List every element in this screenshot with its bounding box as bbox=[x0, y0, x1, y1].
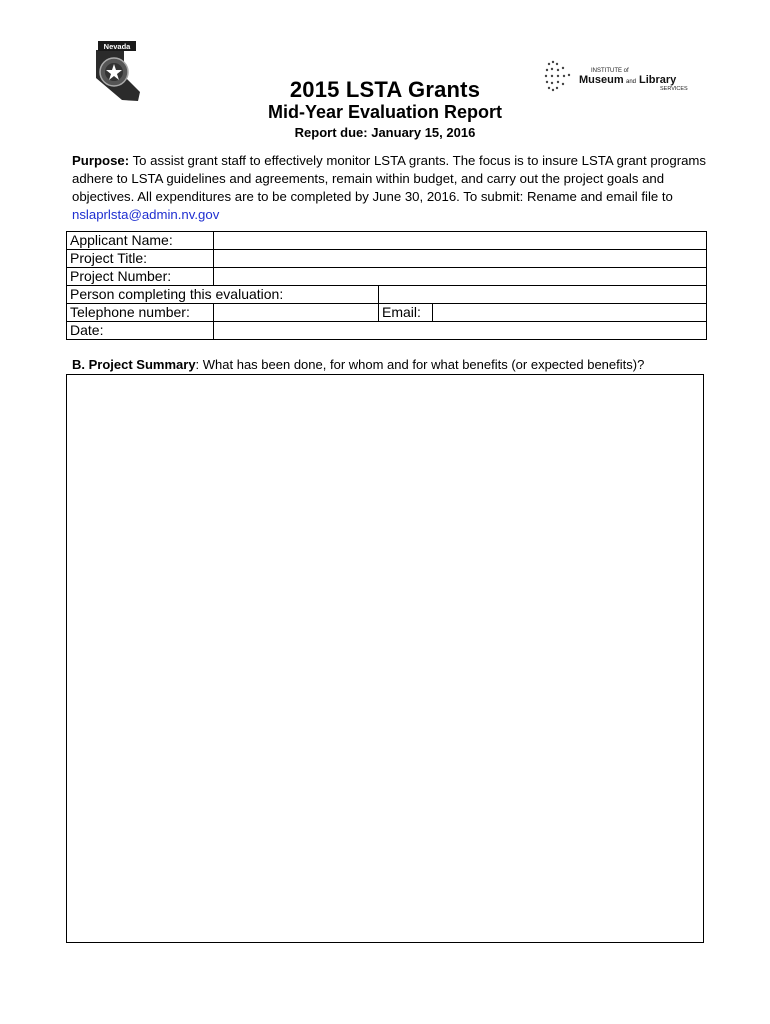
svg-text:Nevada: Nevada bbox=[103, 42, 131, 51]
telephone-label: Telephone number: bbox=[67, 304, 214, 322]
email-label: Email: bbox=[379, 304, 433, 322]
svg-text:and: and bbox=[626, 79, 637, 85]
telephone-field[interactable] bbox=[214, 304, 379, 322]
table-row bbox=[67, 322, 707, 340]
project-summary-label: B. Project Summary bbox=[72, 357, 196, 372]
project-number-label: Project Number: bbox=[67, 268, 214, 286]
svg-text:Museum: Museum bbox=[579, 74, 624, 86]
date-label: Date: bbox=[67, 322, 214, 340]
project-title-label: Project Title: bbox=[67, 250, 214, 268]
person-completing-field[interactable] bbox=[379, 286, 707, 304]
table-row bbox=[67, 304, 707, 322]
page-subtitle: Mid-Year Evaluation Report bbox=[267, 102, 503, 122]
applicant-info-table bbox=[66, 231, 707, 340]
date-field[interactable] bbox=[214, 322, 707, 340]
project-summary-heading bbox=[72, 357, 644, 372]
svg-text:SERVICES: SERVICES bbox=[660, 86, 688, 92]
submit-email-link[interactable]: nslaprlsta@admin.nv.gov bbox=[72, 207, 220, 222]
applicant-name-field[interactable] bbox=[214, 232, 707, 250]
project-summary-textarea[interactable] bbox=[66, 374, 704, 943]
project-number-field[interactable] bbox=[214, 268, 707, 286]
email-field[interactable] bbox=[433, 304, 707, 322]
report-due-date: Report due: January 15, 2016 bbox=[294, 125, 476, 140]
page-title: 2015 LSTA Grants bbox=[289, 77, 481, 102]
project-title-field[interactable] bbox=[214, 250, 707, 268]
svg-text:Library: Library bbox=[639, 74, 677, 86]
svg-text:INSTITUTE of: INSTITUTE of bbox=[591, 68, 629, 74]
purpose-paragraph bbox=[72, 152, 712, 224]
applicant-name-label: Applicant Name: bbox=[67, 232, 214, 250]
purpose-label: Purpose: bbox=[72, 153, 130, 168]
table-row bbox=[67, 250, 707, 268]
table-row bbox=[67, 268, 707, 286]
project-summary-question: : What has been done, for whom and for what benefits (or expected benefits)? bbox=[195, 357, 645, 372]
table-row bbox=[67, 286, 707, 304]
person-completing-label: Person completing this evaluation: bbox=[67, 286, 379, 304]
purpose-text: To assist grant staff to effectively monitor LSTA grants. The focus is to insure LSTA grant programs adhere to LSTA guidelines and agreements, remain within budget, and carry out the project goals and objectives. All expenditures are to be completed by June 30, 2016. To submit: Rename and email file to bbox=[72, 153, 707, 204]
table-row bbox=[67, 232, 707, 250]
